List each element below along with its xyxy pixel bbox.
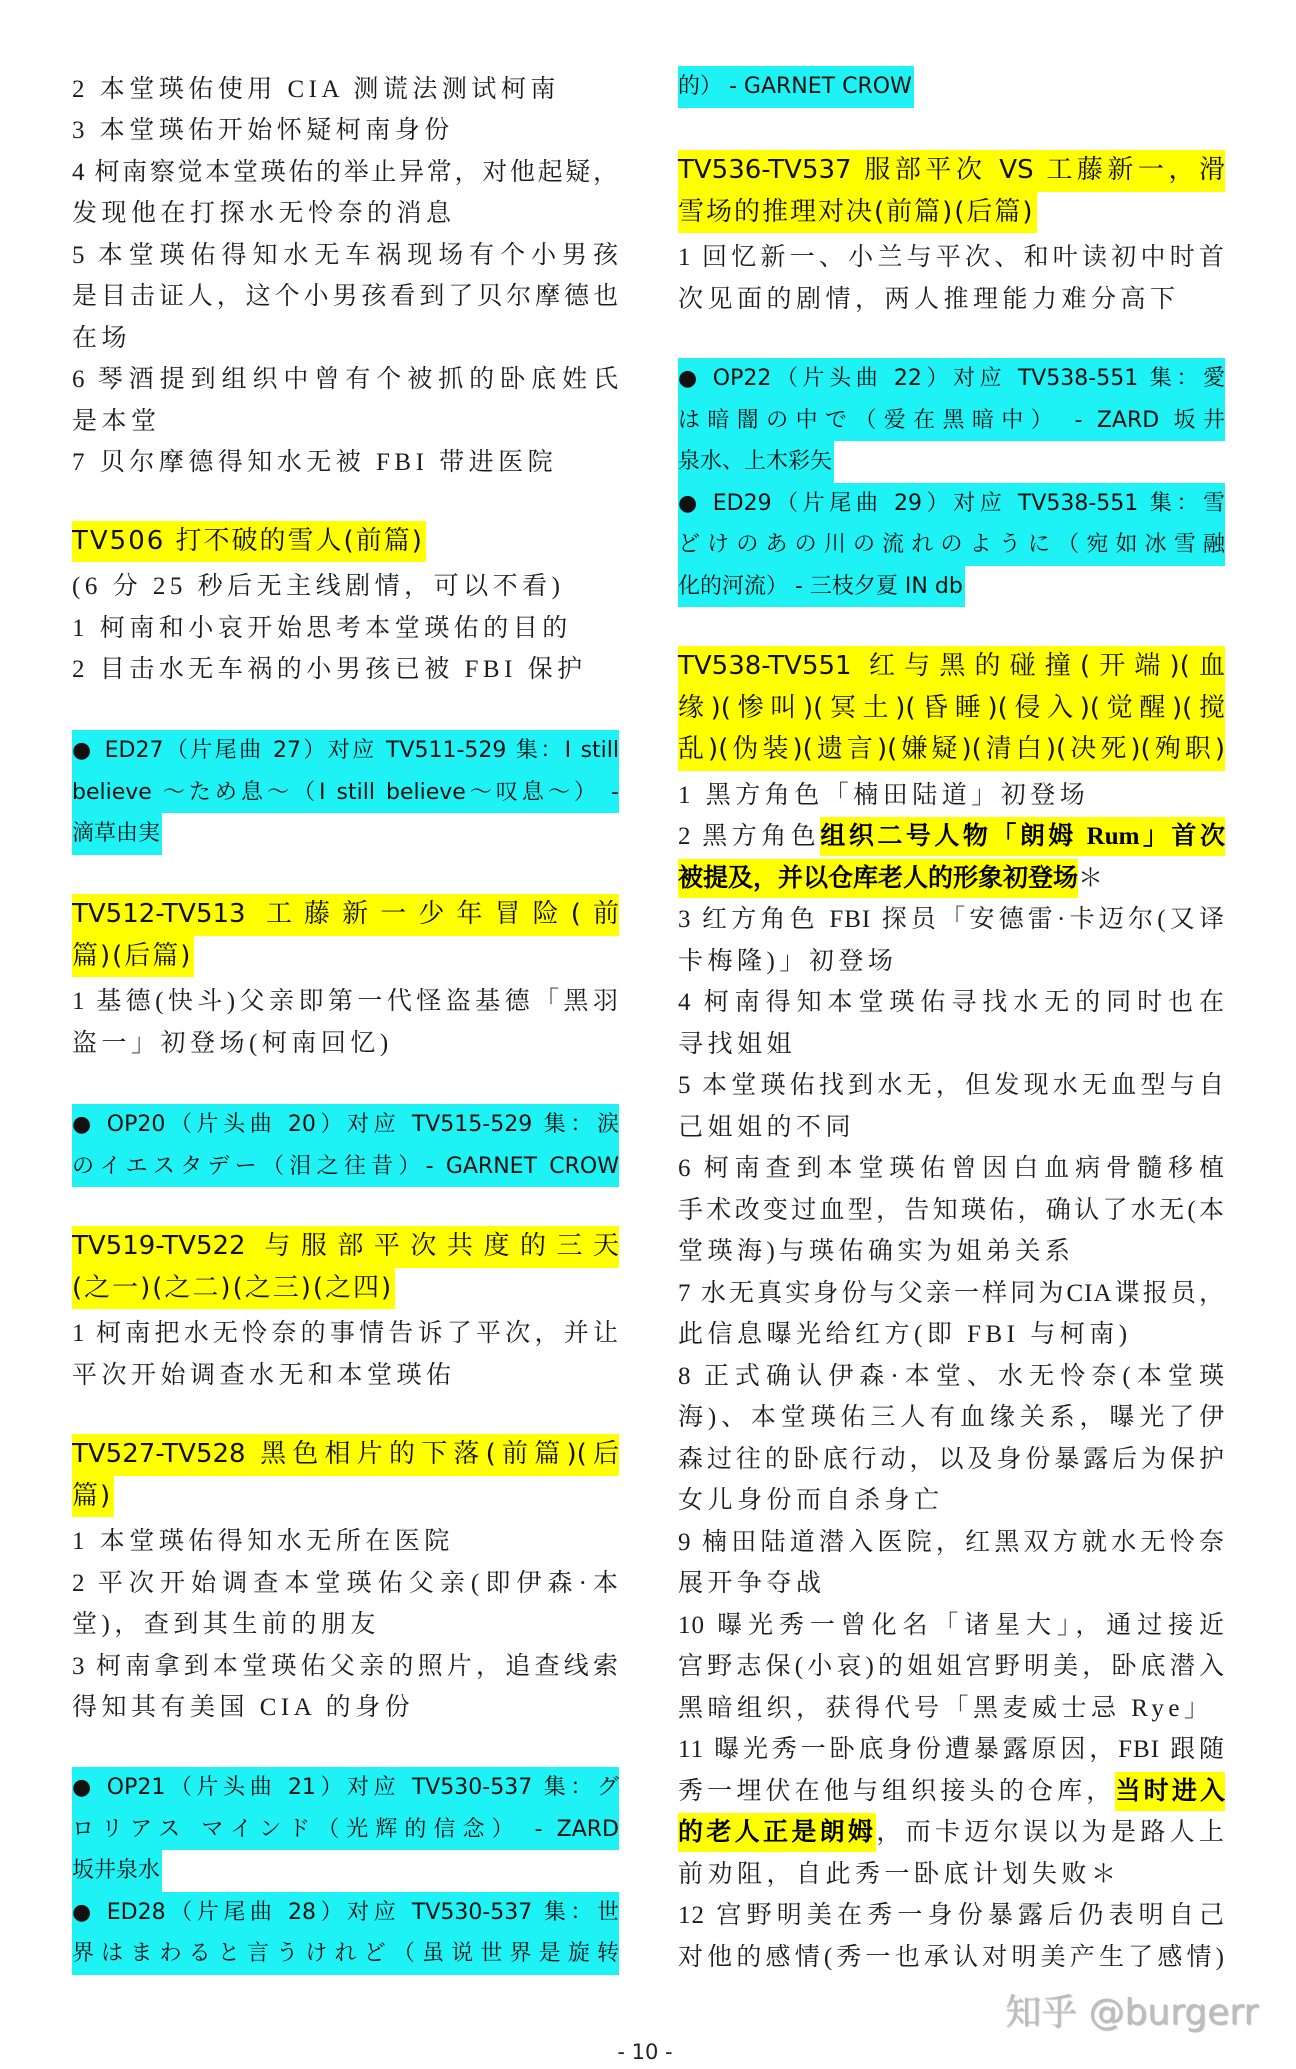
text-line: 森过往的卧底行动，以及身份暴露后为保护 <box>678 1445 1225 1473</box>
song-line <box>72 1104 619 1146</box>
song-text: ● ED28（片尾曲 28）对应 TV530-537 集：世 <box>72 1892 619 1934</box>
song-line <box>72 1809 619 1851</box>
list-item <box>72 1646 619 1729</box>
heading-line <box>72 1226 619 1268</box>
text-line: 发现他在打探水无怜奈的消息 <box>72 200 456 227</box>
asterisk-mark: ＊ <box>1078 864 1108 892</box>
text-line: 在场 <box>72 324 132 352</box>
song-text: 滴草由実 <box>72 813 162 855</box>
heading-line <box>678 729 1225 771</box>
heading-text: 缘)(惨叫)(冥土)(昏睡)(侵入)(觉醒)(搅 <box>678 688 1225 730</box>
episode-body <box>72 566 619 691</box>
heading-line <box>72 936 619 978</box>
song-text: 界はまわると言うけれど（虽说世界是旋转 <box>72 1933 619 1975</box>
text-line <box>678 816 1225 858</box>
text-line <box>678 1812 1225 1854</box>
text-line: 对他的感情(秀一也承认对明美产生了感情) <box>678 1943 1225 1971</box>
list-item <box>72 359 619 442</box>
episode-section-tv527-528 <box>72 1434 619 1729</box>
song-line <box>72 730 619 772</box>
heading-line <box>678 688 1225 730</box>
text-line: 堂)，查到其生前的朋友 <box>72 1611 380 1638</box>
episode-body <box>678 237 1225 320</box>
text-line: 4 柯南察觉本堂瑛佑的举止异常，对他起疑， <box>72 158 619 186</box>
song-line <box>72 772 619 814</box>
list-item <box>72 235 619 360</box>
text-line: 1 回忆新一、小兰与平次、和叶读初中时首 <box>678 244 1225 271</box>
song-entry <box>72 1892 619 1975</box>
text-line: 1 本堂瑛佑得知水无所在医院 <box>72 1528 454 1555</box>
song-block-op21-ed28 <box>72 1767 619 1975</box>
text-line: 得知其有美国 CIA 的身份 <box>72 1694 415 1721</box>
episode-heading <box>678 646 1225 771</box>
song-line <box>72 1146 619 1188</box>
text-line: 2 平次开始调查本堂瑛佑父亲(即伊森·本 <box>72 1569 619 1597</box>
list-item <box>72 152 619 235</box>
text: 秀一埋伏在他与组织接头的仓库， <box>678 1777 1116 1805</box>
heading-line <box>678 150 1225 192</box>
text-line <box>678 858 1225 900</box>
text-line: 平次开始调查水无和本堂瑛佑 <box>72 1361 456 1389</box>
song-text: ● ED29（片尾曲 29）对应 TV538-551 集：雪 <box>678 483 1225 525</box>
song-line <box>72 1850 619 1892</box>
heading-text: 乱)(伪装)(遗言)(嫌疑)(清白)(决死)(殉职) <box>678 729 1225 771</box>
song-line <box>72 813 619 855</box>
text-line: 此信息曝光给红方(即 FBI 与柯南) <box>678 1321 1132 1348</box>
text-line: 6 琴酒提到组织中曾有个被抓的卧底姓氏 <box>72 366 619 393</box>
song-entry <box>72 730 619 855</box>
text-line: 是目击证人，这个小男孩看到了贝尔摩德也 <box>72 283 619 310</box>
text-line: 次见面的剧情，两人推理能力难分高下 <box>678 285 1180 313</box>
song-line <box>72 1767 619 1809</box>
song-text: ロリアス マインド（光辉的信念） - ZARD <box>72 1809 619 1851</box>
song-line <box>678 566 1225 608</box>
text-line: 4 柯南得知本堂瑛佑寻找水无的同时也在 <box>678 989 1225 1016</box>
heading-line <box>72 1434 619 1476</box>
list-item <box>678 1522 1225 1605</box>
song-entry <box>678 358 1225 483</box>
list-item <box>72 110 619 152</box>
episode-heading <box>72 894 619 977</box>
list-item <box>72 1521 619 1563</box>
list-item <box>678 1895 1225 1978</box>
song-entry <box>72 1767 619 1892</box>
text-line: 9 楠田陆道潜入医院，红黑双方就水无怜奈 <box>678 1528 1225 1556</box>
song-text: ● OP21（片头曲 21）对应 TV530-537 集：グ <box>72 1767 619 1809</box>
text-line: 7 水无真实身份与父亲一样同为CIA谍报员， <box>678 1279 1225 1307</box>
text-line <box>678 1771 1225 1813</box>
song-entry <box>72 1104 619 1187</box>
episode-section-tv536-537 <box>678 150 1225 320</box>
heading-text: TV538-TV551 红与黑的碰撞(开端)(血 <box>678 646 1225 688</box>
song-line <box>678 441 1225 483</box>
list-item <box>678 1605 1225 1730</box>
text-line: 手术改变过血型，告知瑛佑，确认了水无(本 <box>678 1196 1225 1224</box>
heading-line <box>72 1476 619 1518</box>
song-text: ● ED27（片尾曲 27）对应 TV511-529 集：I still <box>72 730 619 772</box>
text-line: 2 本堂瑛佑使用 CIA 测谎法测试柯南 <box>72 75 560 103</box>
episode-heading <box>72 1434 619 1517</box>
page-number: - 10 - <box>617 2040 673 2064</box>
list-item <box>72 69 619 111</box>
song-text: 化的河流） - 三枝夕夏 IN db <box>678 566 965 608</box>
song-line <box>678 400 1225 442</box>
list-item <box>72 981 619 1064</box>
episode-note: (6 分 25 秒后无主线剧情，可以不看) <box>72 573 565 600</box>
episode-heading <box>678 150 1225 233</box>
heading-text: TV512-TV513 工藤新一少年冒险(前 <box>72 894 619 936</box>
highlighted-text: 组织二号人物「朗姆 Rum」首次 <box>820 817 1225 856</box>
heading-line <box>72 521 619 563</box>
heading-line <box>72 894 619 936</box>
text-line: 5 本堂瑛佑得知水无车祸现场有个小男孩 <box>72 241 619 269</box>
song-entry <box>678 483 1225 608</box>
episode-body <box>72 1313 619 1396</box>
song-block-op20 <box>72 1104 619 1187</box>
song-line <box>72 1933 619 1975</box>
episode-section-tv512-513 <box>72 894 619 1064</box>
text-line: 3 红方角色 FBI 探员「安德雷·卡迈尔(又译 <box>678 906 1225 933</box>
highlighted-text: 当时进入 <box>1115 1772 1225 1811</box>
episode-heading <box>72 521 619 563</box>
song-entry <box>678 66 1225 108</box>
text: 2 黑方角色 <box>678 823 821 850</box>
text-line: 宫野志保(小哀)的姐姐宫野明美，卧底潜入 <box>678 1653 1225 1680</box>
song-line <box>678 483 1225 525</box>
text-line: 1 柯南把水无怜奈的事情告诉了平次，并让 <box>72 1320 619 1347</box>
song-line <box>678 66 1225 108</box>
text-line: 黑暗组织，获得代号「黑麦威士忌 Rye」 <box>678 1694 1214 1722</box>
text-line: 海)、本堂瑛佑三人有血缘关系，曝光了伊 <box>678 1404 1225 1431</box>
text-line: 11 曝光秀一卧底身份遭暴露原因，FBI 跟随 <box>678 1736 1225 1763</box>
heading-text: (之一)(之二)(之三)(之四) <box>72 1268 395 1310</box>
heading-text: 雪场的推理对决(前篇)(后篇) <box>678 192 1037 234</box>
song-text: believe ～ため息～（I still believe～叹息～） - <box>72 772 619 814</box>
heading-line <box>678 192 1225 234</box>
episode-body <box>678 775 1225 1979</box>
zhihu-watermark: 知乎 @burgerr <box>1005 1992 1259 2033</box>
list-item <box>72 1563 619 1646</box>
text-line: 1 黑方角色「楠田陆道」初登场 <box>678 781 1090 809</box>
list-item: 2 目击水无车祸的小男孩已被 FBI 保护 <box>72 656 587 683</box>
song-text: 坂井泉水 <box>72 1850 162 1892</box>
text-line: 3 本堂瑛佑开始怀疑柯南身份 <box>72 117 454 144</box>
text-line: 前劝阻，自此秀一卧底计划失败＊ <box>678 1860 1121 1888</box>
highlighted-text: 的老人正是朗姆 <box>678 1813 876 1852</box>
list-item <box>678 1729 1225 1895</box>
song-line <box>678 358 1225 400</box>
text-line: 盗一」初登场(柯南回忆) <box>72 1029 393 1057</box>
heading-text: TV536-TV537 服部平次 VS 工藤新一，滑 <box>678 150 1225 192</box>
list-item <box>678 1356 1225 1522</box>
list-item <box>678 982 1225 1065</box>
song-text: ● OP20（片头曲 20）对应 TV515-529 集：涙 <box>72 1104 619 1146</box>
song-line <box>678 524 1225 566</box>
song-text: 的） - GARNET CROW <box>678 66 914 108</box>
text-line: 堂瑛海)与瑛佑确实为姐弟关系 <box>678 1238 1075 1265</box>
heading-text: TV506 打不破的雪人(前篇) <box>72 521 426 563</box>
list-item <box>678 237 1225 320</box>
song-line <box>72 1892 619 1934</box>
heading-text: TV527-TV528 黑色相片的下落(前篇)(后 <box>72 1434 619 1476</box>
text-line: 1 基德(快斗)父亲即第一代怪盗基德「黑羽 <box>72 988 619 1015</box>
heading-text: 篇) <box>72 1476 114 1518</box>
text-line: 7 贝尔摩德得知水无被 FBI 带进医院 <box>72 449 558 476</box>
episode-section-tv506 <box>72 521 619 691</box>
heading-line <box>678 646 1225 688</box>
song-block-op22-ed29 <box>678 358 1225 607</box>
list-item <box>678 816 1225 899</box>
text: ，而卡迈尔误以为是路人上 <box>876 1819 1225 1846</box>
list-item <box>678 899 1225 982</box>
text-line: 己姐姐的不同 <box>678 1113 856 1141</box>
list-item <box>678 1148 1225 1273</box>
list-item <box>678 1273 1225 1356</box>
heading-line <box>72 1268 619 1310</box>
song-text: は暗闇の中で（爱在黑暗中） - ZARD 坂井 <box>678 400 1225 442</box>
list-item: 1 柯南和小哀开始思考本堂瑛佑的目的 <box>72 614 572 642</box>
song-text: どけのあの川の流れのように（宛如冰雪融 <box>678 524 1225 566</box>
episode-body <box>72 1521 619 1729</box>
list-item <box>678 1065 1225 1148</box>
highlighted-text: 被提及，并以仓库老人的形象初登场 <box>678 859 1078 898</box>
heading-text: 篇)(后篇) <box>72 936 194 978</box>
text-line: 10 曝光秀一曾化名「诸星大」，通过接近 <box>678 1611 1225 1639</box>
text-line: 是本堂 <box>72 407 161 435</box>
list-item <box>678 775 1225 817</box>
list-item <box>72 1313 619 1396</box>
text-line: 卡梅隆)」初登场 <box>678 947 898 975</box>
song-text: 泉水、上木彩矢 <box>678 441 834 483</box>
list-item <box>72 442 619 484</box>
text-line: 5 本堂瑛佑找到水无，但发现水无血型与自 <box>678 1072 1225 1099</box>
heading-text: TV519-TV522 与服部平次共度的三天 <box>72 1226 619 1268</box>
episode-section-tv519-522 <box>72 1226 619 1396</box>
song-text: ● OP22（片头曲 22）对应 TV538-551 集：愛 <box>678 358 1225 400</box>
text-line: 女儿身份而自杀身亡 <box>678 1487 944 1514</box>
song-block-ed27 <box>72 730 619 855</box>
song-text: のイエスタデー（泪之往昔）- GARNET CROW <box>72 1146 619 1188</box>
text-line: 6 柯南查到本堂瑛佑曾因白血病骨髓移植 <box>678 1155 1225 1182</box>
text-line: 寻找姐姐 <box>678 1030 797 1058</box>
episode-section-tv538-551 <box>678 646 1225 1978</box>
text-line: 展开争夺战 <box>678 1570 826 1597</box>
episode-body <box>72 981 619 1064</box>
section-intro-list <box>72 69 619 484</box>
text-line: 3 柯南拿到本堂瑛佑父亲的照片，追查线索 <box>72 1652 619 1680</box>
song-block-ed28-continued <box>678 66 1225 108</box>
text-line: 8 正式确认伊森·本堂、水无怜奈(本堂瑛 <box>678 1362 1225 1390</box>
episode-heading <box>72 1226 619 1309</box>
text-line: 12 宫野明美在秀一身份暴露后仍表明自己 <box>678 1902 1225 1929</box>
